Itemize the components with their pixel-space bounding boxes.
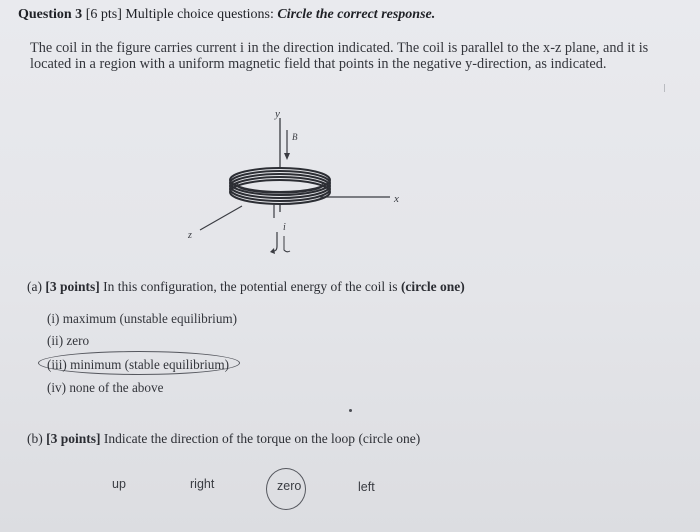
stray-dot [349, 409, 352, 412]
question-points: [6 pts] [85, 7, 122, 22]
problem-line-1: The coil in the figure carries current i in the direction indicated. The coil is parallel to the x-z plane, and it is [30, 40, 649, 56]
part-a-prompt [27, 279, 465, 295]
z-axis-line [200, 206, 242, 230]
option-iii[interactable]: (iii) minimum (stable equilibrium) [47, 357, 230, 372]
part-b-text: Indicate the direction of the torque on the loop [103, 431, 356, 446]
answer-left[interactable]: left [358, 480, 375, 494]
answer-up[interactable]: up [112, 477, 126, 491]
answer-zero[interactable]: zero [277, 479, 302, 493]
question-prefix: Multiple choice questions: [125, 7, 274, 22]
part-b-points: [3 points] [46, 431, 101, 446]
part-a-label: (a) [27, 279, 42, 294]
part-b-prompt [27, 431, 420, 447]
question-label: Question 3 [18, 7, 83, 22]
coil [230, 168, 330, 204]
y-axis-label: y [275, 108, 280, 120]
b-field-label: B [292, 132, 298, 142]
current-arrowhead [270, 248, 275, 254]
question-instruction: Circle the correct response. [277, 7, 436, 22]
part-a-points: [3 points] [45, 279, 100, 294]
b-field-arrowhead [284, 153, 290, 160]
z-axis-label: z [188, 230, 192, 241]
coil-figure [170, 100, 440, 270]
option-ii[interactable]: (ii) zero [47, 333, 90, 348]
question-header [18, 7, 435, 23]
part-a-hint: (circle one) [400, 279, 465, 294]
return-wire [284, 236, 290, 252]
x-axis-label: x [394, 193, 399, 205]
part-b-label: (b) [27, 431, 43, 446]
answer-right[interactable]: right [190, 477, 215, 491]
current-arrow [272, 232, 277, 251]
problem-statement [30, 40, 648, 72]
part-a-text: In this configuration, the potential energy of the coil is [103, 279, 398, 294]
stray-mark [664, 84, 665, 92]
option-iv[interactable]: (iv) none of the above [47, 380, 164, 395]
part-b-hint: (circle one) [358, 431, 421, 446]
option-i[interactable]: (i) maximum (unstable equilibrium) [47, 311, 238, 326]
current-label: i [283, 222, 286, 233]
problem-line-2: located in a region with a uniform magnetic field that points in the negative y-direction, as indicated. [30, 56, 607, 72]
